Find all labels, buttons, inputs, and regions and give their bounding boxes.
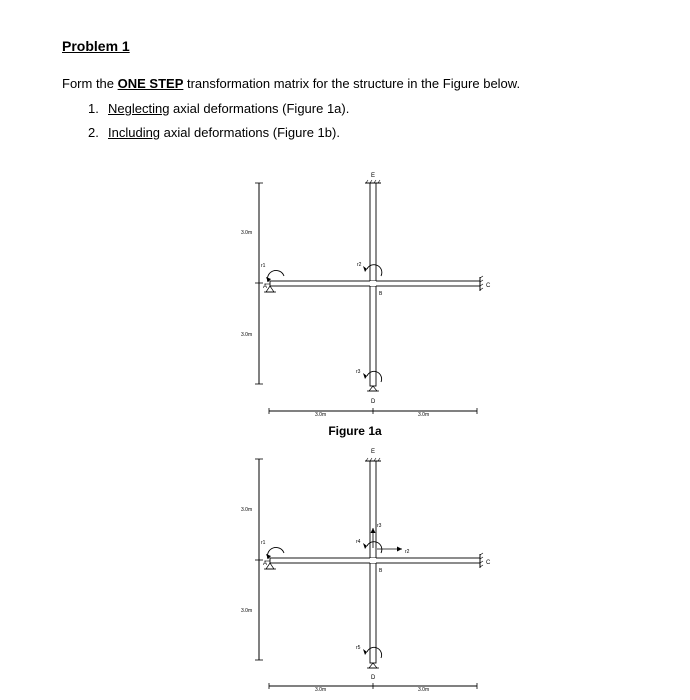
node-label-b: B xyxy=(379,291,383,297)
dim-label-left-lower: 3.0m xyxy=(241,332,253,338)
dof-label-r4: r4 xyxy=(356,539,361,545)
dim-label-left-upper: 3.0m xyxy=(241,507,253,513)
dim-label-left-lower: 3.0m xyxy=(241,608,253,614)
dof-label-r3: r3 xyxy=(377,523,382,529)
dof-label-r3: r3 xyxy=(356,369,361,375)
task-emphasis: Neglecting xyxy=(108,101,170,116)
figure-1a-caption: Figure 1a xyxy=(328,424,382,438)
node-label-c: C xyxy=(486,283,491,289)
node-label-a: A xyxy=(263,561,268,567)
node-label-b: B xyxy=(379,568,383,574)
problem-title: Problem 1 xyxy=(62,38,130,54)
fixed-support-e xyxy=(365,458,381,461)
node-label-d: D xyxy=(371,675,376,681)
dim-label-bottom-right: 3.0m xyxy=(418,687,430,693)
node-label-e: E xyxy=(371,449,376,455)
task-text: axial deformations (Figure 1a). xyxy=(169,101,350,116)
dim-label-bottom-left: 3.0m xyxy=(315,687,327,693)
dof-label-r5: r5 xyxy=(356,645,361,651)
dof-label-r2: r2 xyxy=(357,262,362,268)
node-label-e: E xyxy=(371,173,376,179)
task-number: 1. xyxy=(88,101,99,116)
dof-arrow-r1 xyxy=(267,547,284,559)
dim-label-bottom-right: 3.0m xyxy=(418,412,430,418)
intro-text-start: Form the xyxy=(62,76,118,91)
intro-emphasis: ONE STEP xyxy=(117,76,184,91)
pin-support-d xyxy=(367,663,379,668)
node-label-d: D xyxy=(371,399,376,405)
node-label-c: C xyxy=(486,560,491,566)
intro-text-end: transformation matrix for the structure in the Figure below. xyxy=(183,76,521,91)
dof-label-r1: r1 xyxy=(261,263,266,269)
node-label-a: A xyxy=(263,284,268,290)
task-text: axial deformations (Figure 1b). xyxy=(160,125,340,140)
task-number: 2. xyxy=(88,125,99,140)
dim-label-bottom-left: 3.0m xyxy=(315,412,327,418)
dim-label-left-upper: 3.0m xyxy=(241,230,253,236)
task-emphasis: Including xyxy=(108,125,161,140)
dof-label-r1: r1 xyxy=(261,540,266,546)
dof-label-r2: r2 xyxy=(405,549,410,555)
fixed-support-c xyxy=(480,553,483,568)
